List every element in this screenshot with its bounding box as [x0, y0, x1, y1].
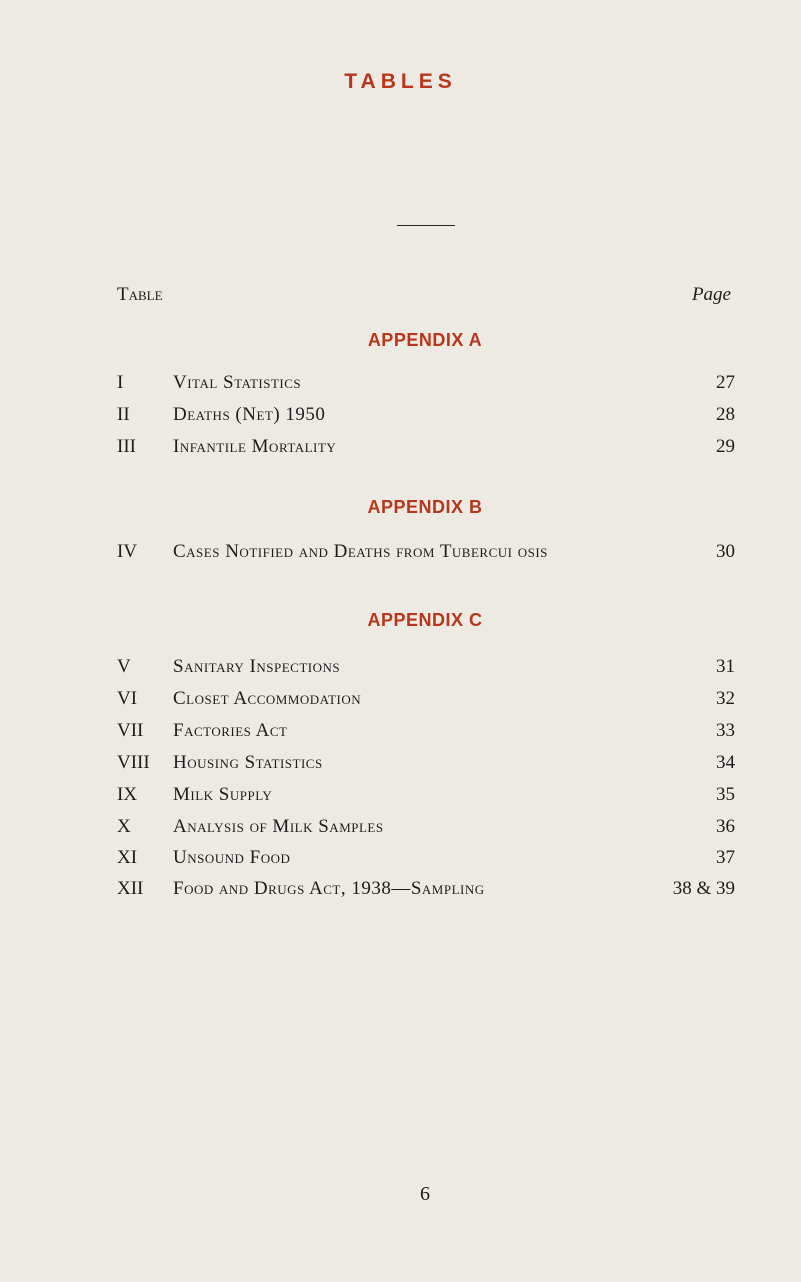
appendix-a-heading: APPENDIX A: [367, 330, 483, 350]
page-number: 33: [716, 720, 735, 741]
appendix-c-heading: APPENDIX C: [367, 610, 483, 630]
page-number: 28: [716, 404, 735, 425]
page-number: 34: [716, 752, 735, 773]
table-row: [0, 688, 801, 712]
column-header-page: Page: [691, 284, 731, 305]
table-row: [0, 436, 801, 460]
table-number: XII: [117, 878, 144, 899]
table-number: VI: [117, 688, 138, 709]
table-title: Infantile Mortality: [173, 436, 337, 457]
page-number: 27: [716, 372, 735, 393]
table-row: [0, 656, 801, 680]
table-title: Deaths (Net) 1950: [173, 404, 326, 425]
table-title: Unsound Food: [173, 847, 291, 868]
table-row: [0, 847, 801, 871]
table-title: Milk Supply: [173, 784, 273, 805]
table-row: [0, 784, 801, 808]
page-number: 35: [716, 784, 735, 805]
table-row: [0, 720, 801, 744]
page-number: 29: [716, 436, 735, 457]
page-number: 32: [716, 688, 735, 709]
table-number: IV: [117, 541, 138, 562]
table-number: X: [117, 816, 131, 837]
page-number: 37: [716, 847, 735, 868]
column-header-table: Table: [117, 284, 163, 305]
table-row: [0, 878, 801, 902]
page-number: 30: [716, 541, 735, 562]
table-title: Housing Statistics: [173, 752, 323, 773]
page-number: 36: [716, 816, 735, 837]
page-number: 38 & 39: [672, 878, 735, 899]
table-number: I: [117, 372, 124, 393]
table-number: IX: [117, 784, 138, 805]
table-row: [0, 541, 801, 565]
appendix-b-heading: APPENDIX B: [367, 497, 483, 517]
table-number: III: [117, 436, 136, 457]
table-title: Vital Statistics: [173, 372, 302, 393]
table-title: Analysis of Milk Samples: [173, 816, 384, 837]
table-title: Sanitary Inspections: [173, 656, 341, 677]
table-title: Closet Accommodation: [173, 688, 362, 709]
table-row: [0, 816, 801, 840]
page-number: 31: [716, 656, 735, 677]
table-title: Food and Drugs Act, 1938—Sampling: [173, 878, 485, 899]
table-number: VIII: [117, 752, 150, 773]
table-title: Factories Act: [173, 720, 288, 741]
table-number: II: [117, 404, 130, 425]
table-row: [0, 404, 801, 428]
table-row: [0, 372, 801, 396]
title-divider: [397, 225, 455, 226]
table-row: [0, 752, 801, 776]
table-number: VII: [117, 720, 144, 741]
page-title: TABLES: [344, 70, 457, 93]
table-number: V: [117, 656, 131, 677]
table-title: Cases Notified and Deaths from Tubercui osis: [173, 541, 548, 562]
page-folio: 6: [420, 1183, 430, 1205]
table-number: XI: [117, 847, 138, 868]
